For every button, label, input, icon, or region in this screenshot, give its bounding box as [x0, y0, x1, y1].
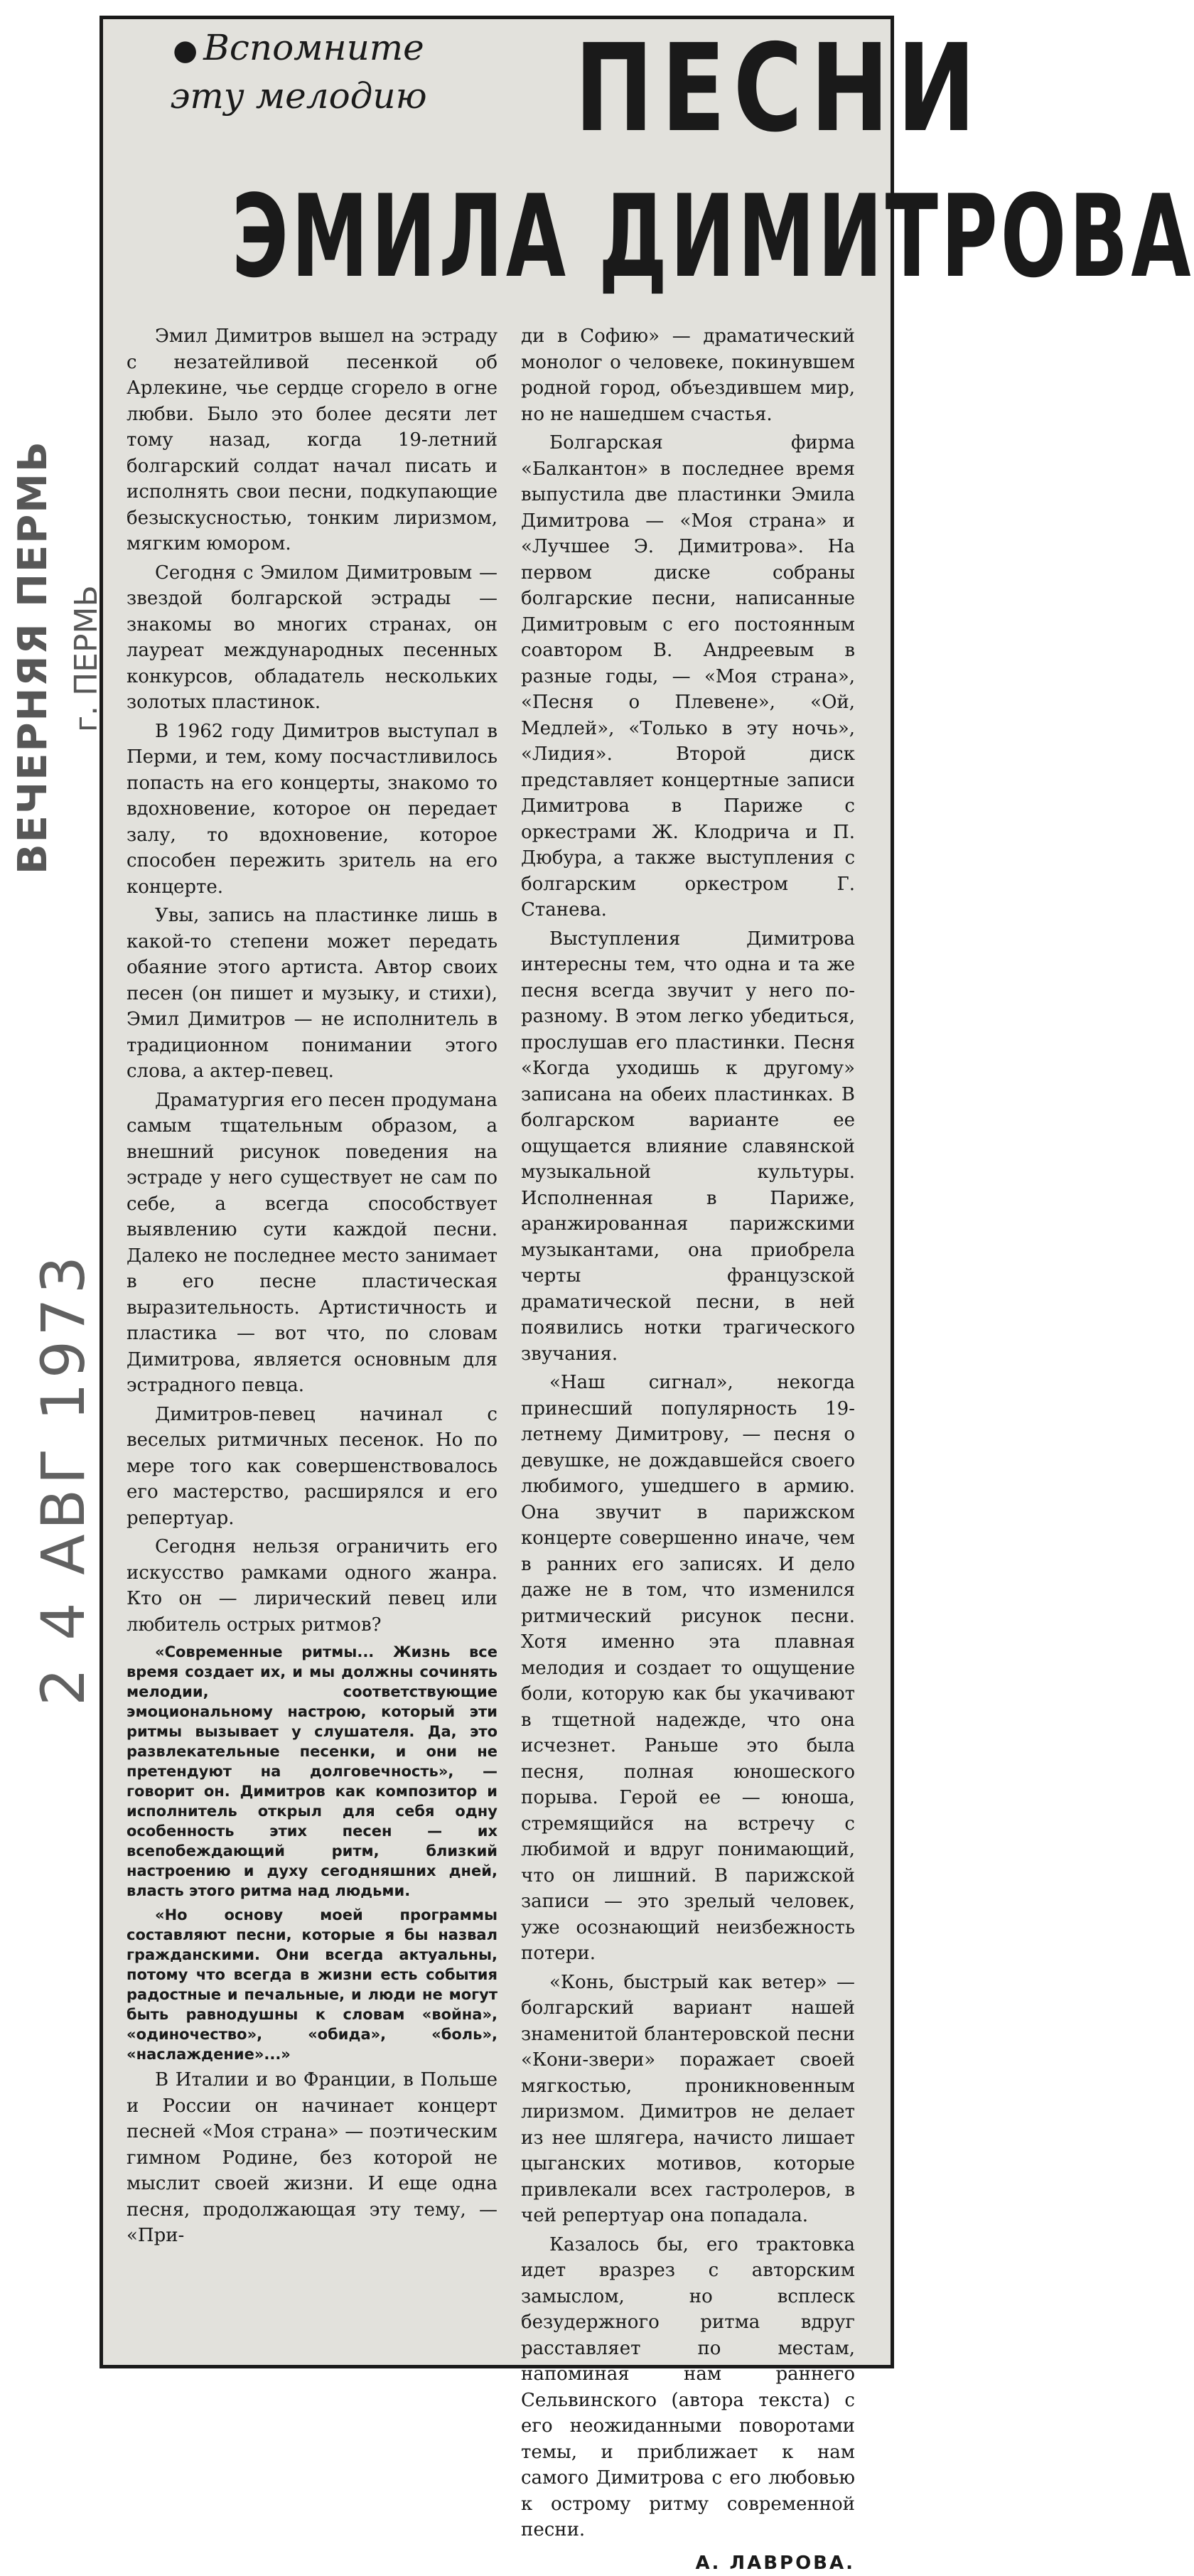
- paragraph: Увы, запись на пластинке лишь в какой-то степени может передать обаяние этого артиста. Автор своих песен (он пишет и музыку, и стихи), Эмил Димитров — не исполнитель в традиционном понимании этого слова, а актер-певец.: [127, 903, 498, 1085]
- date-stamp: 2 4 АВГ 1973: [28, 1252, 98, 1706]
- headline-songs: ПЕСНИ: [574, 28, 818, 149]
- paragraph: Димитров-певец начинал с веселых ритмичных песенок. Но по мере того как совершенствовалось его мастерство, расширялся и его репертуар.: [127, 1402, 498, 1532]
- paragraph: Эмил Димитров вышел на эстраду с незатейливой песенкой об Арлекине, чье сердце сгорело в огне любви. Было это более десяти лет тому назад, когда 19-летний болгарский солдат начал писать и исполнять свои песни, подкупающие безыскусностью, тонким лиризмом, мягким юмором.: [127, 323, 498, 557]
- kicker-line-2: эту мелодию: [156, 73, 441, 119]
- paragraph: В 1962 году Димитров выступал в Перми, и тем, кому посчастливилось попасть на его концерты, знакомо то вдохновение, которое он передает залу, то вдохновение, которое способен пережить зритель на его концерте.: [127, 719, 498, 901]
- quote-paragraph: «Но основу моей программы составляют песни, которые я бы назвал гражданскими. Они всегда актуальны, потому что всегда в жизни есть события радостные и печальные, и люди не могут быть равнодушны к словам «война», «одиночество», «обида», «боль», «наслаждение»...»: [127, 1905, 498, 2064]
- paragraph: В Италии и во Франции, в Польше и России он начинает концерт песней «Моя страна» — поэтическим гимном Родине, без которой не мыслит своей жизни. И еще одна песня, продолжающая эту тему, — «При-: [127, 2067, 498, 2249]
- headline-name: ЭМИЛА ДИМИТРОВА: [232, 174, 763, 299]
- kicker-heading: [156, 25, 441, 119]
- kicker-line-1: Вспомните: [203, 27, 424, 68]
- paragraph: «Конь, быстрый как ветер» — болгарский вариант нашей знаменитой блантеровской песни «Кони-звери» поражает своей мягкостью, проникновенным лиризмом. Димитров не делает из нее шлягера, начисто лишает цыганских мотивов, которые привлекали всех гастролеров, в чей репертуар она попадала.: [521, 1970, 855, 2229]
- paragraph: Сегодня с Эмилом Димитровым — звездой болгарской эстрады — знакомы во многих странах, он лауреат международных песенных конкурсов, обладатель нескольких золотых пластинок.: [127, 560, 498, 716]
- paragraph: Драматургия его песен продумана самым тщательным образом, а внешний рисунок поведения на эстраде у него существует не сам по себе, а всегда способствует выявлению сути каждой песни. Далеко не последнее место занимает в его песне пластическая выразительность. Артистичность и пластика — вот что, по словам Димитрова, является основным для эстрадного певца.: [127, 1088, 498, 1399]
- right-column: [521, 323, 855, 2576]
- city-stamp: г. ПЕРМЬ: [68, 585, 104, 732]
- author-signature: А. ЛАВРОВА.: [521, 2550, 855, 2576]
- paragraph: Казалось бы, его трактовка идет вразрез с авторским замыслом, но всплеск безудержного ритма вдруг расставляет по местам, напоминая нам раннего Сельвинского (автора текста) с его неожиданными поворотами темы, и приближает к нам самого Димитрова с его любовью к острому ритму современной песни.: [521, 2232, 855, 2543]
- paragraph: ди в Софию» — драматический монолог о человеке, покинувшем родной город, объездившем мир, но не нашедшем счастья.: [521, 323, 855, 427]
- paragraph: Выступления Димитрова интересны тем, что одна и та же песня всегда звучит у него по-разному. В этом легко убедиться, прослушав его пластинки. Песня «Когда уходишь к другому» записана на обеих пластинках. В болгарском варианте ее ощущается влияние славянской музыкальной культуры. Исполненная в Париже, аранжированная парижскими музыкантами, она приобрела черты французской драматической песни, в ней появились нотки трагического звучания.: [521, 926, 855, 1368]
- paragraph: «Наш сигнал», некогда принесший популярность 19-летнему Димитрову, — песня о девушке, не дождавшейся своего любимого, ушедшего в армию. Она звучит в парижском концерте совершенно иначе, чем в ранних его записях. И дело даже не в том, что изменился ритмический рисунок песни. Хотя именно эта плавная мелодия и создает то ощущение боли, которую как бы укачивают в тщетной надежде, что она исчезнет. Раньше это была песня, полная юношеского порыва. Герой ее — юноша, стремящийся на встречу с любимой и вдруг понимающий, что он лишний. В парижской записи — это зрелый человек, уже осознающий неизбежность потери.: [521, 1370, 855, 1967]
- paragraph: Сегодня нельзя ограничить его искусство рамками одного жанра. Кто он — лирический певец или любитель острых ритмов?: [127, 1534, 498, 1638]
- bullet-icon: ●: [173, 34, 198, 67]
- quote-paragraph: «Современные ритмы... Жизнь все время создает их, и мы должны сочинять мелодии, соответствующие эмоциональному настрою, который эти ритмы вызывает у слушателя. Да, это развлекательные песенки, и они не претендуют на долговечность», — говорит он. Димитров как композитор и исполнитель открыл для себя одну особенность этих песен — их всепобеждающий ритм, близкий настроению и духу сегодняшних дней, власть этого ритма над людьми.: [127, 1642, 498, 1901]
- newspaper-name-stamp: ВЕЧЕРНЯЯ ПЕРМЬ: [10, 440, 56, 874]
- left-column: [127, 323, 498, 2252]
- paragraph: Болгарская фирма «Балкантон» в последнее время выпустила две пластинки Эмила Димитрова — «Моя страна» и «Лучшее Э. Димитрова». На первом диске собраны болгарские песни, написанные Димитровым с его постоянным соавтором В. Андреевым в разные годы, — «Моя страна», «Песня о Плевене», «Ой, Медлей», «Только в эту ночь», «Лидия». Второй диск представляет концертные записи Димитрова в Париже с оркестрами Ж. Клодрича и П. Дюбура, а также выступления с болгарским оркестром Г. Станева.: [521, 430, 855, 923]
